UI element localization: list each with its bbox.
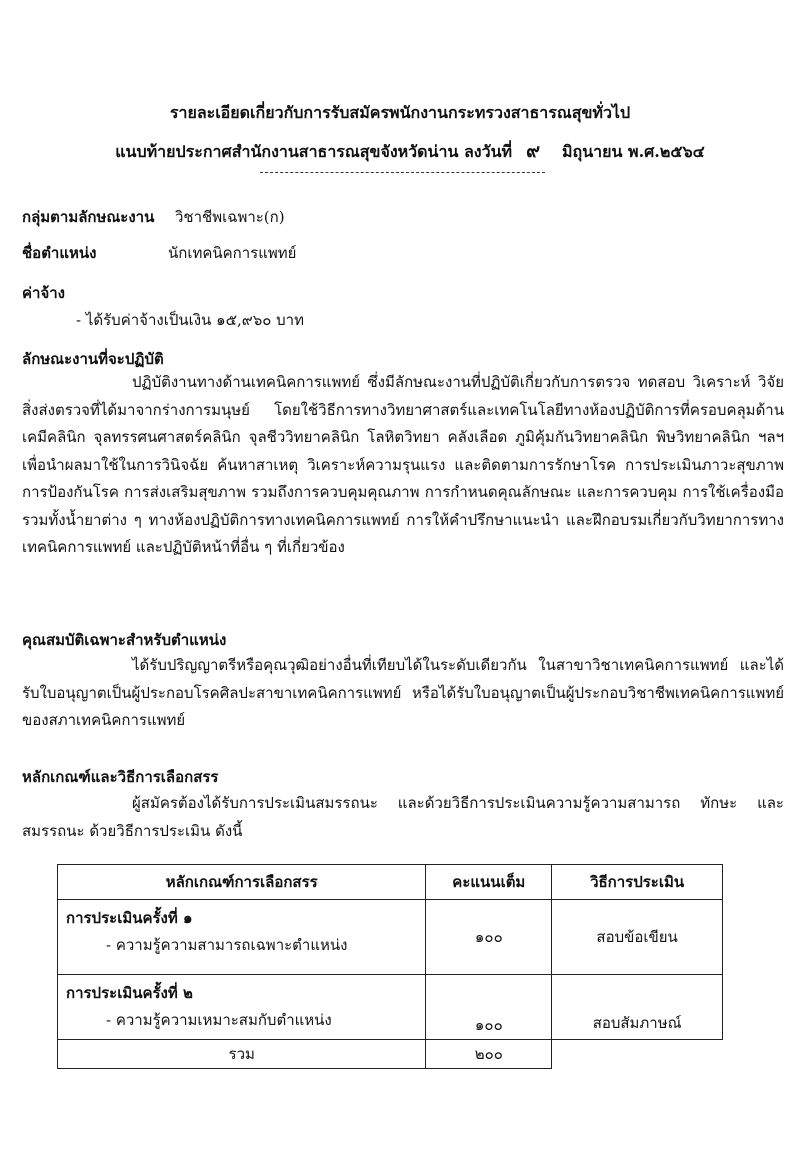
phase-2-score: ๑๐๐ xyxy=(474,1016,503,1034)
subtitle-date: มิถุนายน พ.ศ.๒๕๖๔ xyxy=(561,142,705,161)
qualifications-text: ได้รับปริญญาตรีหรือคุณวุฒิอย่างอื่นที่เทียบได้ในระดับเดียวกัน ในสาขาวิชาเทคนิคการแพทย์ และได้รับใบอนุญาตเป็นผู้ประกอบโรคศิลปะสาขาเทคนิคการแพทย์ หรือได้รับใบอนุญาตเป็นผู้ประกอบวิชาชีพเทคนิคการแพทย์ของสภาเทคนิคการแพทย์ xyxy=(22,656,784,729)
header-method: วิธีการประเมิน xyxy=(552,865,723,900)
wage-label: ค่าจ้าง xyxy=(22,284,65,302)
document-subtitle xyxy=(10,136,800,166)
job-group-row xyxy=(22,205,285,229)
phase-2-item: - ความรู้ความเหมาะสมกับตำแหน่ง xyxy=(106,1011,332,1029)
selection-text: ผู้สมัครต้องได้รับการประเมินสมรรถนะ และด้วยวิธีการประเมินความรู้ความสามารถ ทักษะ และสมรรถนะ ด้วยวิธีการประเมิน ดังนี้ xyxy=(22,794,784,840)
duties-paragraph xyxy=(22,369,784,619)
header-full-score: คะแนนเต็ม xyxy=(426,865,552,900)
position-row xyxy=(22,241,296,265)
selection-criteria-table xyxy=(57,864,723,1069)
phase-1-method: สอบข้อเขียน xyxy=(596,928,678,946)
wage-value: - ได้รับค่าจ้างเป็นเงิน ๑๕,๙๖๐ บาท xyxy=(76,311,304,329)
phase-2-method: สอบสัมภาษณ์ xyxy=(592,1014,682,1032)
table-header-row xyxy=(58,865,723,900)
table-total-row xyxy=(58,1040,723,1069)
total-label: รวม xyxy=(228,1045,255,1063)
job-group-value: วิชาชีพเฉพาะ(ก) xyxy=(175,208,285,226)
qualifications-heading: คุณสมบัติเฉพาะสำหรับตำแหน่ง xyxy=(22,631,227,649)
phase-1-title: การประเมินครั้งที่ ๑ xyxy=(66,909,193,927)
selection-heading: หลักเกณฑ์และวิธีการเลือกสรร xyxy=(22,768,219,786)
document-title: รายละเอียดเกี่ยวกับการรับสมัครพนักงานกระทรวงสาธารณสุขทั่วไป xyxy=(169,103,631,122)
position-value: นักเทคนิคการแพทย์ xyxy=(168,244,297,262)
table-row xyxy=(58,900,723,975)
dashed-divider xyxy=(260,172,545,173)
job-group-label: กลุ่มตามลักษณะงาน xyxy=(22,208,155,226)
header-criteria: หลักเกณฑ์การเลือกสรร xyxy=(58,865,426,900)
announcement-day: ๙ xyxy=(526,140,540,162)
total-score: ๒๐๐ xyxy=(474,1045,503,1063)
subtitle-prefix: แนบท้ายประกาศสำนักงานสาธารณสุขจังหวัดน่าน ลงวันที่ xyxy=(115,142,513,161)
phase-1-item: - ความรู้ความสามารถเฉพาะตำแหน่ง xyxy=(106,936,348,954)
duties-text: ปฏิบัติงานทางด้านเทคนิคการแพทย์ ซึ่งมีลักษณะงานที่ปฏิบัติเกี่ยวกับการตรวจ ทดสอบ วิเคราะห์ วิจัยสิ่งส่งตรวจที่ได้มาจากร่างการมนุษย์ โดยใช้วิธีการทางวิทยาศาสตร์และเทคโนโลยีทางห้องปฏิบัติการที่ครอบคลุมด้านเคมีคลินิก จุลทรรศนศาสตร์คลินิก จุลชีววิทยาคลินิก โลหิตวิทยา คลังเลือด ภูมิคุ้มกันวิทยาคลินิก พิษวิทยาคลินิก ฯลฯ เพื่อนำผลมาใช้ในการวินิจฉัย ค้นหาสาเหตุ วิเคราะห์ความรุนแรง และติดตามการรักษาโรค การประเมินภาวะสุขภาพ การป้องกันโรค การส่งเสริมสุขภาพ รวมถึงการควบคุมคุณภาพ การกำหนดคุณลักษณะ และการควบคุม การใช้เครื่องมือรวมทั้งน้ำยาต่าง ๆ ทางห้องปฏิบัติการทางเทคนิคการแพทย์ การให้คำปรึกษาแนะนำ และฝึกอบรมเกี่ยวกับวิทยาการทางเทคนิคการแพทย์ และปฏิบัติหน้าที่อื่น ๆ ที่เกี่ยวข้อง xyxy=(22,373,784,556)
phase-2-title: การประเมินครั้งที่ ๒ xyxy=(66,984,193,1002)
phase-1-score: ๑๐๐ xyxy=(474,928,503,946)
selection-paragraph xyxy=(22,790,784,848)
duties-heading: ลักษณะงานที่จะปฏิบัติ xyxy=(22,350,164,368)
position-label: ชื่อตำแหน่ง xyxy=(22,244,97,262)
qualifications-paragraph xyxy=(22,652,784,738)
table-row xyxy=(58,975,723,1040)
